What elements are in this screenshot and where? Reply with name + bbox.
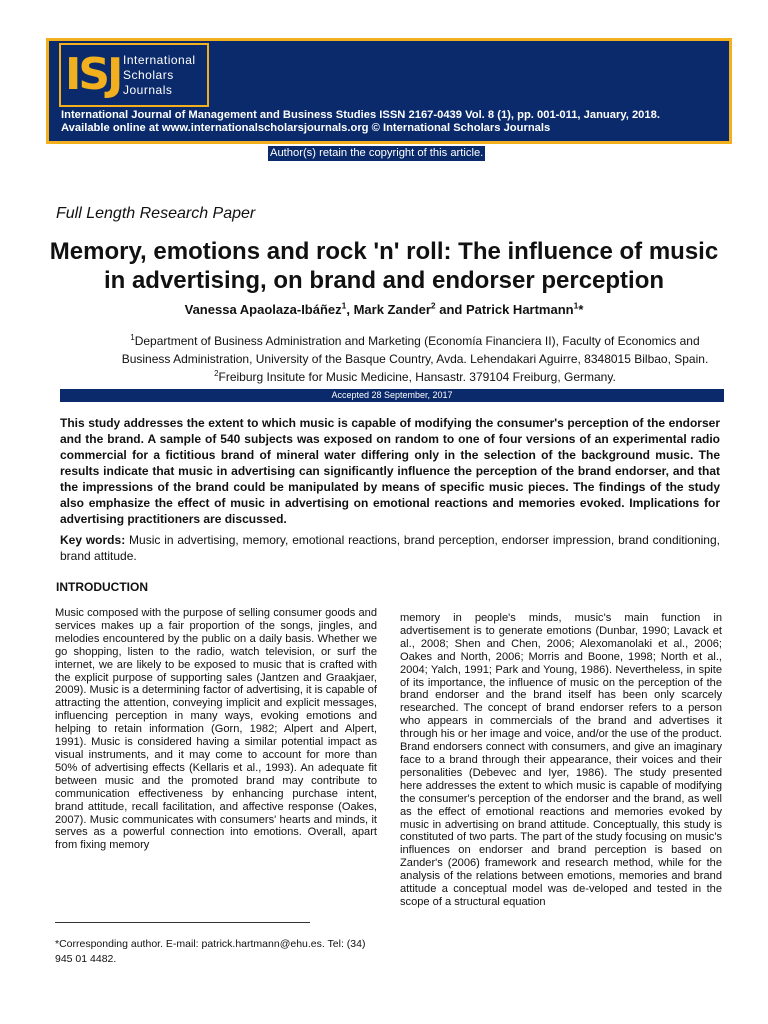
affil-2-mark: 2 — [214, 369, 219, 378]
journal-citation: International Journal of Management and Business Studies ISSN 2167-0439 Vol. 8 (1), pp. 001-011, January, 2018. — [61, 109, 660, 121]
logo-line-3: Journals — [123, 83, 173, 97]
author-1: Vanessa Apaolaza-Ibáñez — [184, 302, 342, 317]
keywords-text: Music in advertising, memory, emotional reactions, brand perception, endorser impression, brand conditioning, brand attitude. — [60, 533, 720, 563]
copyright-notice: Author(s) retain the copyright of this article. — [270, 147, 484, 159]
affil-1-mark: 1 — [130, 333, 135, 342]
footnote-rule — [55, 922, 310, 923]
body-column-left: Music composed with the purpose of selling consumer goods and services makes up a fair proportion of the songs, jingles, and melodies encountered by the public on a daily basis. Whether we go shopping, listen to the radio, watch television, or surf the internet, we are likely to be exposed to music that is crafted with the explicit purpose of supporting sales (Jantzen and Graakjaer, 2009). Music is a determining factor of advertising, it is capable of attracting the attention, conveying implicit and explicit messages, influencing perception in many ways, evoking emotions and helping to retain information (Gorn, 1982; Alpert and Alpert, 1991). Music is considered having a similar potential impact as visual instruments, and it may come to account for more than 50% of advertising effects (Kellaris et al., 1993). An adequate fit between music and the promoted brand may contribute to communication effectiveness by enhancing purchase intent, brand attitude, recall facilitation, and affective response (Oakes, 2007). Music communicates with consumers' hearts and minds, it serves as a powerful connection into emotions. Overall, apart from fixing memory — [55, 607, 377, 852]
logo-line-1: International — [123, 53, 196, 67]
body-column-right: memory in people's minds, music's main function in advertisement is to generate emotions (Dunbar, 1990; Lavack et al., 2008; Shen and Chen, 2006; Alexomanolaki et al., 2006; Oakes and North, 2006; Morris and Boone, 1998; North et al., 2004; Yalch, 1991; Park and Young, 1986). Nevertheless, in spite of its importance, the influence of music on the perception of the brand endorser and the brand itself has been only scarcely researched. The concept of brand endorser refers to a person who appears in commercials of the brand and advertises it through his or her image and voice, and/or the use of the product. Brand endorsers connect with consumers, and give an imaginary face to a brand through their appearance, their voices and their personalities (Debevec and Iyer, 1986). The study presented here addresses the extent to which music is capable of modifying the consumer's perception of the endorser and the brand, as well as the effect of emotional reactions and memories evoked by music in advertising on brand attitude. Conceptually, this study is constituted of two parts. The part of the study focusing on music's influences on endorser and brand perception is based on Zander's (2006) framework and research method, while for the analysis of the relations between emotions, memories and brand attitude a conceptual model was de-veloped and tested in the scope of a structural equation — [400, 612, 722, 908]
author-2-affil: 2 — [430, 300, 436, 311]
author-3-affil: 1 — [573, 300, 579, 311]
keywords-label: Key words: — [60, 533, 126, 547]
author-2: Mark Zander — [353, 302, 431, 317]
logo-text — [123, 53, 196, 98]
author-1-affil: 1 — [341, 300, 347, 311]
logo-line-2: Scholars — [123, 68, 174, 82]
paper-title: Memory, emotions and rock 'n' roll: The influence of music in advertising, on brand and endorser perception — [49, 238, 719, 294]
author-3: Patrick Hartmann — [465, 302, 574, 317]
logo-mark: ISJ — [65, 49, 121, 100]
keywords — [60, 532, 720, 564]
author-list — [40, 302, 728, 317]
journal-logo — [59, 43, 209, 107]
author-sep-2: and — [435, 302, 466, 317]
section-heading-introduction: INTRODUCTION — [56, 580, 148, 594]
accepted-date: Accepted 28 September, 2017 — [60, 389, 724, 402]
corresponding-mark: * — [578, 302, 584, 317]
paper-type: Full Length Research Paper — [56, 205, 256, 222]
journal-availability: Available online at www.internationalscholarsjournals.org © International Scholars Journals — [61, 122, 551, 134]
affil-2-text: Freiburg Insitute for Music Medicine, Hansastr. 379104 Freiburg, Germany. — [218, 370, 616, 384]
journal-info — [61, 109, 721, 135]
corresponding-author-footnote: *Corresponding author. E-mail: patrick.hartmann@ehu.es. Tel: (34) 945 01 4482. — [55, 938, 366, 965]
abstract: This study addresses the extent to which music is capable of modifying the consumer's perception of the endorser and the brand. A sample of 540 subjects was exposed on random to one of four versions of an experimental radio commercial for a fictitious brand of mineral water differing only in the selection of the background music. The results indicate that music in advertising can significantly influence the perception of the brand endorser, and that the impressions of the brand could be manipulated by means of specific music pieces. The findings of the study also emphasize the effect of music in advertising on emotional reactions and memories evoked. Implications for advertising practitioners are discussed. — [60, 416, 720, 526]
journal-banner — [46, 38, 732, 144]
affiliations — [110, 332, 720, 386]
affil-1-text: Department of Business Administration and Marketing (Economía Financiera II), Faculty of Economics and Business Administration, University of the Basque Country, Avda. Lehendakari Aguirre, 8348015 Bilbao, Spain. — [121, 334, 709, 366]
author-sep-1: , — [346, 302, 354, 317]
